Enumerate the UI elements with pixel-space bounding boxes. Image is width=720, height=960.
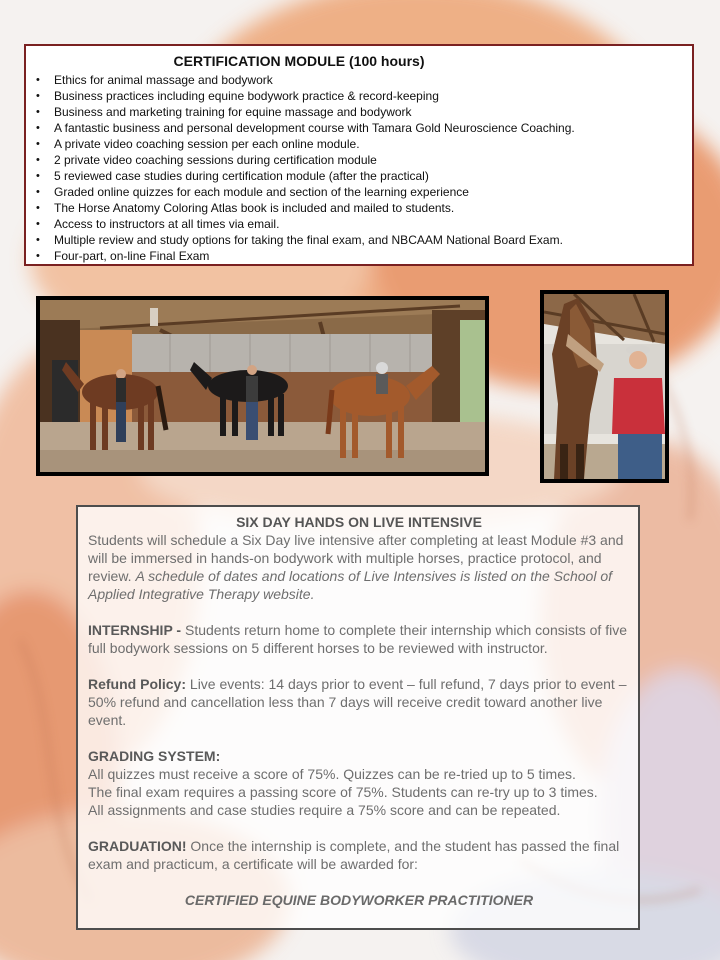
certification-item: • A fantastic business and personal development course with Tamara Gold Neuroscience Coaching. (36, 120, 682, 136)
certification-item: • Business practices including equine bodywork practice & record-keeping (36, 88, 682, 104)
certification-item: • Business and marketing training for equine massage and bodywork (36, 104, 682, 120)
intensive-intro-paragraph (88, 531, 630, 603)
certification-item: • 5 reviewed case studies during certification module (after the practical) (36, 168, 682, 184)
graduation-text: Once the internship is complete, and the student has passed the final exam and practicum, a certificate will be awarded for: (88, 838, 620, 872)
internship-text: Students return home to complete their internship which consists of five full bodywork sessions on 5 different horses to be reviewed with instructor. (88, 622, 627, 656)
intensive-title: SIX DAY HANDS ON LIVE INTENSIVE (236, 514, 482, 530)
certification-item: • Access to instructors at all times via email. (36, 216, 682, 232)
certification-item: • Graded online quizzes for each module and section of the learning experience (36, 184, 682, 200)
internship-paragraph (88, 621, 630, 657)
certificate-title: CERTIFIED EQUINE BODYWORKER PRACTITIONER (184, 892, 534, 908)
grading-line: All quizzes must receive a score of 75%. Quizzes can be re-tried up to 5 times. (88, 766, 576, 782)
barn-scene-illustration (40, 300, 485, 472)
internship-label: INTERNSHIP - (88, 622, 182, 638)
intensive-intro: Students will schedule a Six Day live intensive after completing at least Module #3 and will be immersed in hands-on bodywork with multiple horses, practice protocol, and review. (88, 532, 624, 584)
certification-item: • 2 private video coaching sessions during certification module (36, 152, 682, 168)
certification-item: • The Horse Anatomy Coloring Atlas book is included and mailed to students. (36, 200, 682, 216)
barn-horses-photo (36, 296, 489, 476)
graduation-label: GRADUATION! (88, 838, 187, 854)
grading-label: GRADING SYSTEM: (88, 748, 221, 764)
intensive-schedule-note: A schedule of dates and locations of Live Intensives is listed on the School of Applied Integrative Therapy website. (88, 568, 613, 602)
certification-module-box (24, 44, 694, 266)
certification-item: • Four-part, on-line Final Exam (36, 248, 682, 264)
certification-title: CERTIFICATION MODULE (100 hours) (173, 53, 425, 69)
live-intensive-box (76, 505, 640, 930)
certification-list (36, 72, 682, 264)
grading-line: All assignments and case studies require a 75% score and can be repeated. (88, 802, 561, 818)
certification-item: • A private video coaching session per each online module. (36, 136, 682, 152)
refund-paragraph (88, 675, 630, 729)
refund-text: Live events: 14 days prior to event – full refund, 7 days prior to event – 50% refund and cancellation less than 7 days will receive credit toward another live event. (88, 676, 627, 728)
graduation-paragraph (88, 837, 630, 873)
certification-item: • Multiple review and study options for taking the final exam, and NBCAAM National Board Exam. (36, 232, 682, 248)
grading-line: The final exam requires a passing score of 75%. Students can re-try up to 3 times. (88, 784, 598, 800)
certification-item: • Ethics for animal massage and bodywork (36, 72, 682, 88)
portrait-horse-photo (540, 290, 669, 483)
portrait-scene-illustration (544, 294, 665, 479)
grading-paragraph (88, 747, 630, 819)
refund-label: Refund Policy: (88, 676, 187, 692)
